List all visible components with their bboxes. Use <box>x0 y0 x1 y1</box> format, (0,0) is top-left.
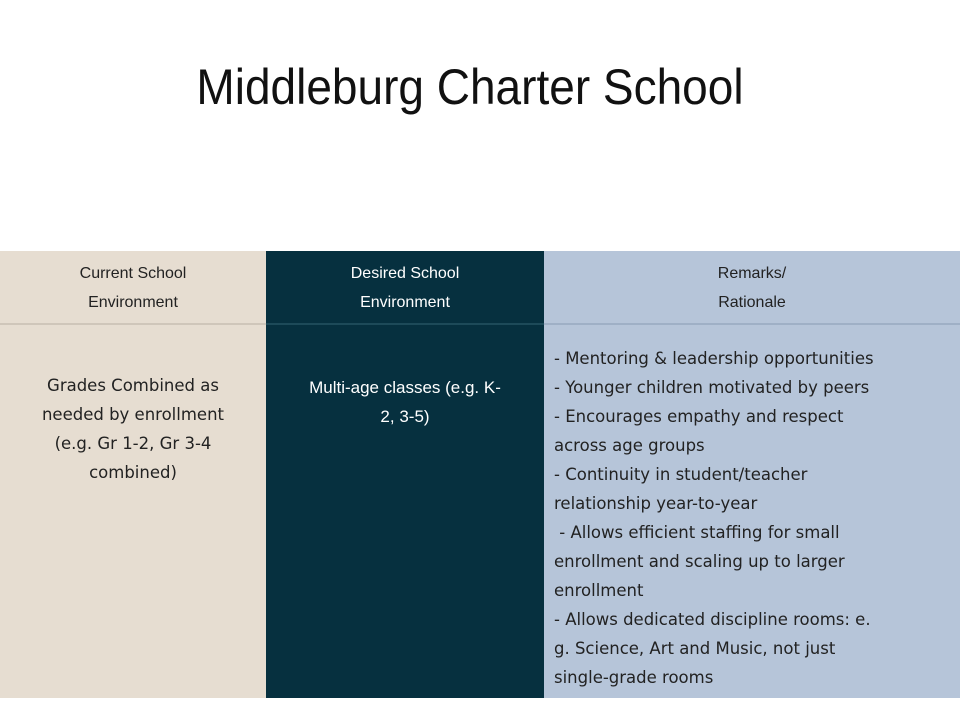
cell-current <box>0 371 266 487</box>
cell-line: 2, 3-5) <box>380 407 430 426</box>
header-line: Environment <box>360 294 450 311</box>
cell-line: needed by enrollment <box>41 405 225 424</box>
remark-line: g. Science, Art and Music, not just <box>554 639 836 658</box>
cell-line: Grades Combined as <box>47 376 219 395</box>
column-header-desired <box>266 251 544 323</box>
header-line: Remarks/ <box>717 265 787 282</box>
remark-line: enrollment and scaling up to larger <box>554 552 845 571</box>
remark-line: relationship year-to-year <box>554 494 758 513</box>
header-line: Environment <box>88 294 178 311</box>
column-remarks-rationale <box>544 251 960 698</box>
header-divider <box>0 323 266 325</box>
header-line: Current School <box>79 265 187 282</box>
column-header-remarks <box>544 251 960 323</box>
column-header-current <box>0 251 266 323</box>
remark-line: - Encourages empathy and respect <box>554 407 844 426</box>
header-divider <box>544 323 960 325</box>
comparison-table <box>0 251 960 698</box>
remark-line: - Allows dedicated discipline rooms: e. <box>554 610 871 629</box>
cell-remarks <box>544 344 960 692</box>
remark-line: enrollment <box>554 581 644 600</box>
cell-line: (e.g. Gr 1-2, Gr 3-4 <box>54 434 212 453</box>
remark-line: - Younger children motivated by peers <box>554 378 870 397</box>
column-current-environment <box>0 251 266 698</box>
cell-desired <box>266 373 544 431</box>
remark-line: - Continuity in student/teacher <box>554 465 808 484</box>
remark-line: across age groups <box>554 436 705 455</box>
remark-line: - Mentoring & leadership opportunities <box>554 349 874 368</box>
header-divider <box>266 323 544 325</box>
remark-line: - Allows efficient staffing for small <box>554 523 840 542</box>
header-line: Desired School <box>350 265 460 282</box>
cell-line: combined) <box>89 463 177 482</box>
header-line: Rationale <box>718 294 786 311</box>
remark-line: single-grade rooms <box>554 668 714 687</box>
cell-line: Multi-age classes (e.g. K- <box>309 378 501 397</box>
column-desired-environment <box>266 251 544 698</box>
slide-title: Middleburg Charter School <box>196 59 744 115</box>
